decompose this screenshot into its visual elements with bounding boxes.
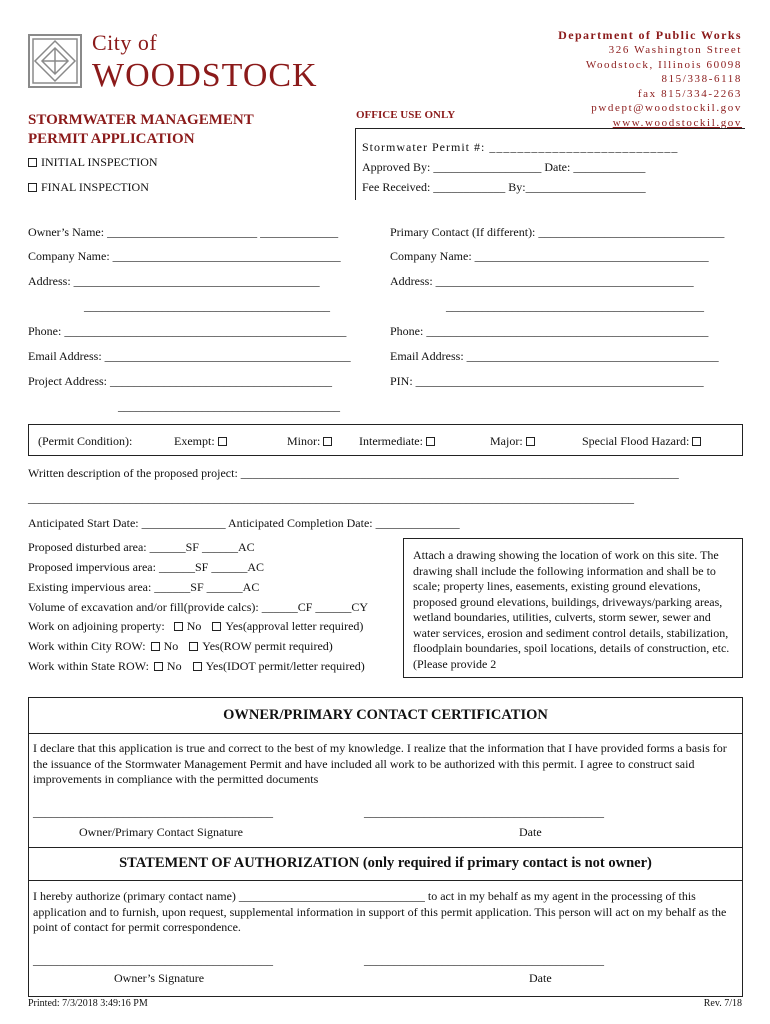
authorization-text: I hereby authorize (primary contact name) _______________________________ to act in my behalf as my agent in the processing of this application and to furnish, upon request, supplemental information in support of this permit application. This person will act on my behalf as the point of contact for permit correspondence.	[33, 889, 727, 934]
exempt-checkbox[interactable]	[218, 437, 227, 446]
pin-field[interactable]: PIN: ________________________________________________	[390, 374, 704, 388]
department-address	[586, 43, 742, 130]
minor-option	[287, 434, 336, 449]
final-inspection-label: FINAL INSPECTION	[41, 180, 149, 194]
flood-hazard-option	[582, 434, 705, 449]
intermediate-option	[359, 434, 439, 449]
state-row-no-checkbox[interactable]	[154, 662, 163, 671]
fee-received-field[interactable]: Fee Received: ____________ By:____________________	[362, 180, 646, 194]
state-row-no-label: No	[166, 659, 182, 673]
major-label: Major:	[490, 434, 523, 448]
form-title-line-2: PERMIT APPLICATION	[28, 131, 195, 147]
contact-address-field[interactable]: Address: ___________________________________________	[390, 274, 694, 288]
state-row-label: Work within State ROW:	[28, 659, 149, 673]
revision-label: Rev. 7/18	[703, 998, 742, 1009]
major-checkbox[interactable]	[526, 437, 535, 446]
exempt-label: Exempt:	[174, 434, 215, 448]
state-row-yes-checkbox[interactable]	[193, 662, 202, 671]
adjoining-property-label: Work on adjoining property:	[28, 619, 165, 633]
certification-signature-line[interactable]: ________________________________________	[33, 805, 273, 819]
address-line: fax 815/334-2263	[637, 87, 742, 100]
contact-email-field[interactable]: Email Address: __________________________________________	[390, 349, 719, 363]
proposed-impervious-field[interactable]: Proposed impervious area: ______SF ______AC	[28, 560, 264, 574]
disturbed-area-field[interactable]: Proposed disturbed area: ______SF ______AC	[28, 540, 255, 554]
authorization-signature-label: Owner’s Signature	[114, 971, 205, 985]
state-row-yes-label: Yes(IDOT permit/letter required)	[205, 659, 365, 673]
city-row-label: Work within City ROW:	[28, 639, 146, 653]
approved-by-field[interactable]: Approved By: __________________ Date: ____________	[362, 160, 646, 174]
authorization-title: STATEMENT OF AUTHORIZATION (only required if primary contact is not owner)	[119, 855, 652, 871]
city-row-no-checkbox[interactable]	[151, 642, 160, 651]
authorization-date-line[interactable]: ________________________________________	[364, 953, 604, 967]
state-row-row	[28, 659, 365, 674]
adjoining-property-row	[28, 619, 363, 634]
logo-diamond-icon	[30, 36, 80, 86]
final-inspection-row	[28, 180, 149, 195]
permit-condition-label: (Permit Condition):	[38, 434, 133, 448]
primary-contact-field[interactable]: Primary Contact (If different): _______________________________	[390, 225, 725, 239]
divider	[28, 847, 743, 848]
intermediate-label: Intermediate:	[359, 434, 423, 448]
minor-label: Minor:	[287, 434, 321, 448]
project-address-field[interactable]: Project Address: _____________________________________	[28, 374, 332, 388]
adjoining-yes-checkbox[interactable]	[212, 622, 221, 631]
divider	[28, 880, 743, 881]
final-inspection-checkbox[interactable]	[28, 183, 37, 192]
address-line: 326 Washington Street	[608, 44, 742, 56]
adjoining-no-label: No	[186, 619, 202, 633]
address-line: Woodstock, Illinois 60098	[585, 58, 742, 71]
form-title	[28, 111, 254, 149]
exempt-option	[174, 434, 231, 449]
flood-hazard-label: Special Flood Hazard:	[582, 434, 690, 448]
intermediate-checkbox[interactable]	[426, 437, 435, 446]
adjoining-yes-label: Yes(approval letter required)	[225, 619, 364, 633]
email-field[interactable]: Email Address: _________________________________________	[28, 349, 351, 363]
city-of-label: City of	[92, 30, 158, 55]
project-description-line-2[interactable]: _____________________________________________________________________________________________________	[28, 491, 634, 505]
divider	[28, 733, 743, 734]
city-row-yes-checkbox[interactable]	[189, 642, 198, 651]
office-use-label: OFFICE USE ONLY	[356, 109, 456, 121]
certification-signature-label: Owner/Primary Contact Signature	[79, 825, 243, 839]
city-row-yes-label: Yes(ROW permit required)	[202, 639, 333, 653]
minor-checkbox[interactable]	[323, 437, 332, 446]
certification-text: I declare that this application is true and correct to the best of my knowledge. I realize that the information that I have provided forms a basis for the issuance of the Stormwater Management Permit and have included all work to be authorized with this permit. I agree to construct said improvements in compliance with the permitted documents	[33, 741, 727, 786]
initial-inspection-label: INITIAL INSPECTION	[41, 155, 158, 169]
contact-company-name-field[interactable]: Company Name: _______________________________________	[390, 249, 709, 263]
initial-inspection-row	[28, 155, 158, 170]
address-email[interactable]: pwdept@woodstockil.gov	[591, 102, 742, 114]
existing-impervious-field[interactable]: Existing impervious area: ______SF ______AC	[28, 580, 260, 594]
contact-address-field-line-2[interactable]: ___________________________________________	[446, 299, 704, 313]
certification-date-label: Date	[519, 825, 542, 839]
address-line: 815/338-6118	[661, 73, 742, 85]
address-field[interactable]: Address: _________________________________________	[28, 274, 320, 288]
certification-title: OWNER/PRIMARY CONTACT CERTIFICATION	[223, 707, 548, 723]
major-option	[490, 434, 539, 449]
contact-phone-field[interactable]: Phone: _______________________________________________	[390, 324, 709, 338]
project-address-field-line-2[interactable]: _____________________________________	[118, 399, 340, 413]
city-logo	[28, 34, 82, 88]
certification-date-line[interactable]: ________________________________________	[364, 805, 604, 819]
adjoining-no-checkbox[interactable]	[174, 622, 183, 631]
phone-field[interactable]: Phone: _______________________________________________	[28, 324, 347, 338]
drawing-note-text: Attach a drawing showing the location of work on this site. The drawing shall include the following information and shall be to scale; property lines, easements, existing ground elevations, proposed ground elevations, buildings, driveways/parking areas, wetland boundaries, utilities, culverts, storm sewer, sewer and water services, erosion and sediment control details, stabilization, floodplain boundaries, spoil locations, details of construction, etc. (Please provide 2	[413, 548, 730, 671]
company-name-field[interactable]: Company Name: ______________________________________	[28, 249, 341, 263]
stormwater-permit-field[interactable]: Stormwater Permit #: ___________________________	[362, 140, 679, 154]
owner-name-field[interactable]: Owner’s Name: _________________________ _____________	[28, 225, 339, 239]
department-name: Department of Public Works	[558, 28, 742, 42]
project-description-field[interactable]: Written description of the proposed project: _________________________________________________________________________	[28, 466, 679, 480]
city-name: WOODSTOCK	[92, 57, 318, 94]
anticipated-dates-field[interactable]: Anticipated Start Date: ______________ Anticipated Completion Date: ______________	[28, 516, 460, 530]
initial-inspection-checkbox[interactable]	[28, 158, 37, 167]
excavation-volume-field[interactable]: Volume of excavation and/or fill(provide calcs): ______CF ______CY	[28, 600, 369, 614]
address-field-line-2[interactable]: _________________________________________	[84, 299, 330, 313]
printed-timestamp: Printed: 7/3/2018 3:49:16 PM	[28, 998, 148, 1009]
city-row-row	[28, 639, 333, 654]
authorization-signature-line[interactable]: ________________________________________	[33, 953, 273, 967]
flood-hazard-checkbox[interactable]	[692, 437, 701, 446]
address-website[interactable]: www.woodstockil.gov	[612, 116, 742, 129]
form-title-line-1: STORMWATER MANAGEMENT	[28, 112, 254, 128]
city-row-no-label: No	[163, 639, 179, 653]
authorization-date-label: Date	[529, 971, 552, 985]
